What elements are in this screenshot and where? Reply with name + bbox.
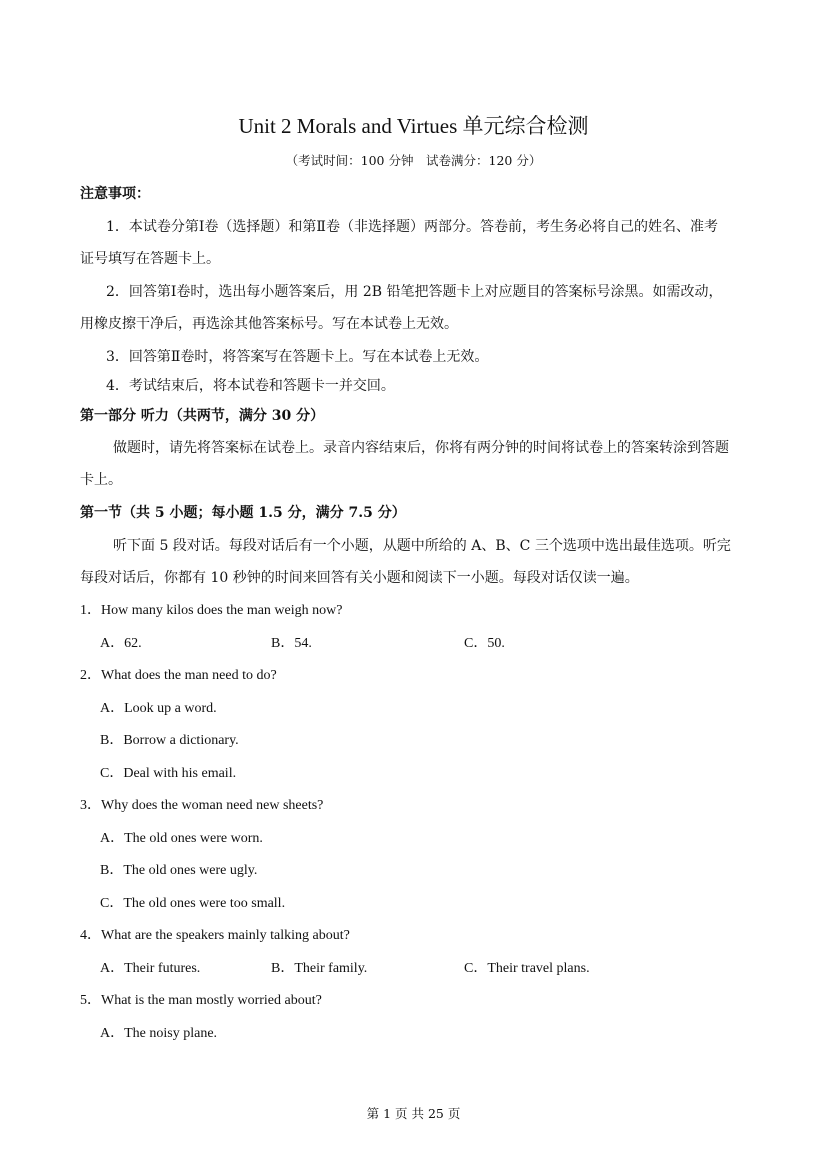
- question-1-option-c: C．50.: [464, 636, 505, 651]
- notes-item-3: 3．回答第Ⅱ卷时，将答案写在答题卡上。写在本试卷上无效。: [106, 349, 489, 365]
- question-5-option-a: A．The noisy plane.: [100, 1026, 218, 1041]
- part1-heading: 第一部分 听力（共两节，满分 30 分）: [80, 408, 325, 424]
- notes-item-4: 4．考试结束后，将本试卷和答题卡一并交回。: [106, 378, 395, 394]
- question-2-option-b: B．Borrow a dictionary.: [100, 733, 239, 748]
- question-3-option-b: B．The old ones were ugly.: [100, 863, 258, 878]
- question-4-option-c: C．Their travel plans.: [464, 961, 590, 976]
- question-4-stem: 4．What are the speakers mainly talking about?: [80, 928, 350, 943]
- question-3-stem: 3．Why does the woman need new sheets?: [80, 798, 324, 813]
- notes-item-2: 2．回答第Ⅰ卷时，选出每小题答案后，用 2B 铅笔把答题卡上对应题目的答案标号涂黑。如需改动，: [106, 284, 723, 300]
- question-1-option-a: A．62.: [100, 636, 142, 651]
- question-3-option-c: C．The old ones were too small.: [100, 896, 286, 911]
- section1-instructions: 听下面 5 段对话。每段对话后有一个小题，从题中所给的 A、B、C 三个选项中选出最佳选项。听完: [113, 538, 731, 554]
- section1-instructions-cont: 每段对话后，你都有 10 秒钟的时间来回答有关小题和阅读下一小题。每段对话仅读一遍。: [80, 570, 639, 586]
- notes-heading: 注意事项：: [80, 186, 150, 202]
- question-1-option-b: B．54.: [271, 636, 312, 651]
- notes-item-2-cont: 用橡皮擦干净后，再选涂其他答案标号。写在本试卷上无效。: [80, 316, 458, 332]
- page-footer: 第 1 页 共 25 页: [366, 1106, 461, 1121]
- exam-info: （考试时间：100 分钟 试卷满分：120 分）: [285, 153, 542, 168]
- section1-heading: 第一节（共 5 小题；每小题 1.5 分，满分 7.5 分）: [80, 505, 406, 521]
- question-1-stem: 1．How many kilos does the man weigh now?: [80, 603, 343, 618]
- question-2-option-c: C．Deal with his email.: [100, 766, 237, 781]
- question-4-option-b: B．Their family.: [271, 961, 368, 976]
- notes-item-1: 1．本试卷分第Ⅰ卷（选择题）和第Ⅱ卷（非选择题）两部分。答卷前，考生务必将自己的姓名、准考: [106, 219, 718, 235]
- part1-instructions-cont: 卡上。: [80, 472, 122, 488]
- question-5-stem: 5．What is the man mostly worried about?: [80, 993, 322, 1008]
- question-2-option-a: A．Look up a word.: [100, 701, 217, 716]
- question-2-stem: 2．What does the man need to do?: [80, 668, 277, 683]
- question-3-option-a: A．The old ones were worn.: [100, 831, 263, 846]
- notes-item-1-cont: 证号填写在答题卡上。: [80, 251, 220, 267]
- question-4-option-a: A．Their futures.: [100, 961, 201, 976]
- page-title: Unit 2 Morals and Virtues 单元综合检测: [238, 114, 589, 138]
- part1-instructions: 做题时，请先将答案标在试卷上。录音内容结束后，你将有两分钟的时间将试卷上的答案转涂到答题: [113, 440, 729, 456]
